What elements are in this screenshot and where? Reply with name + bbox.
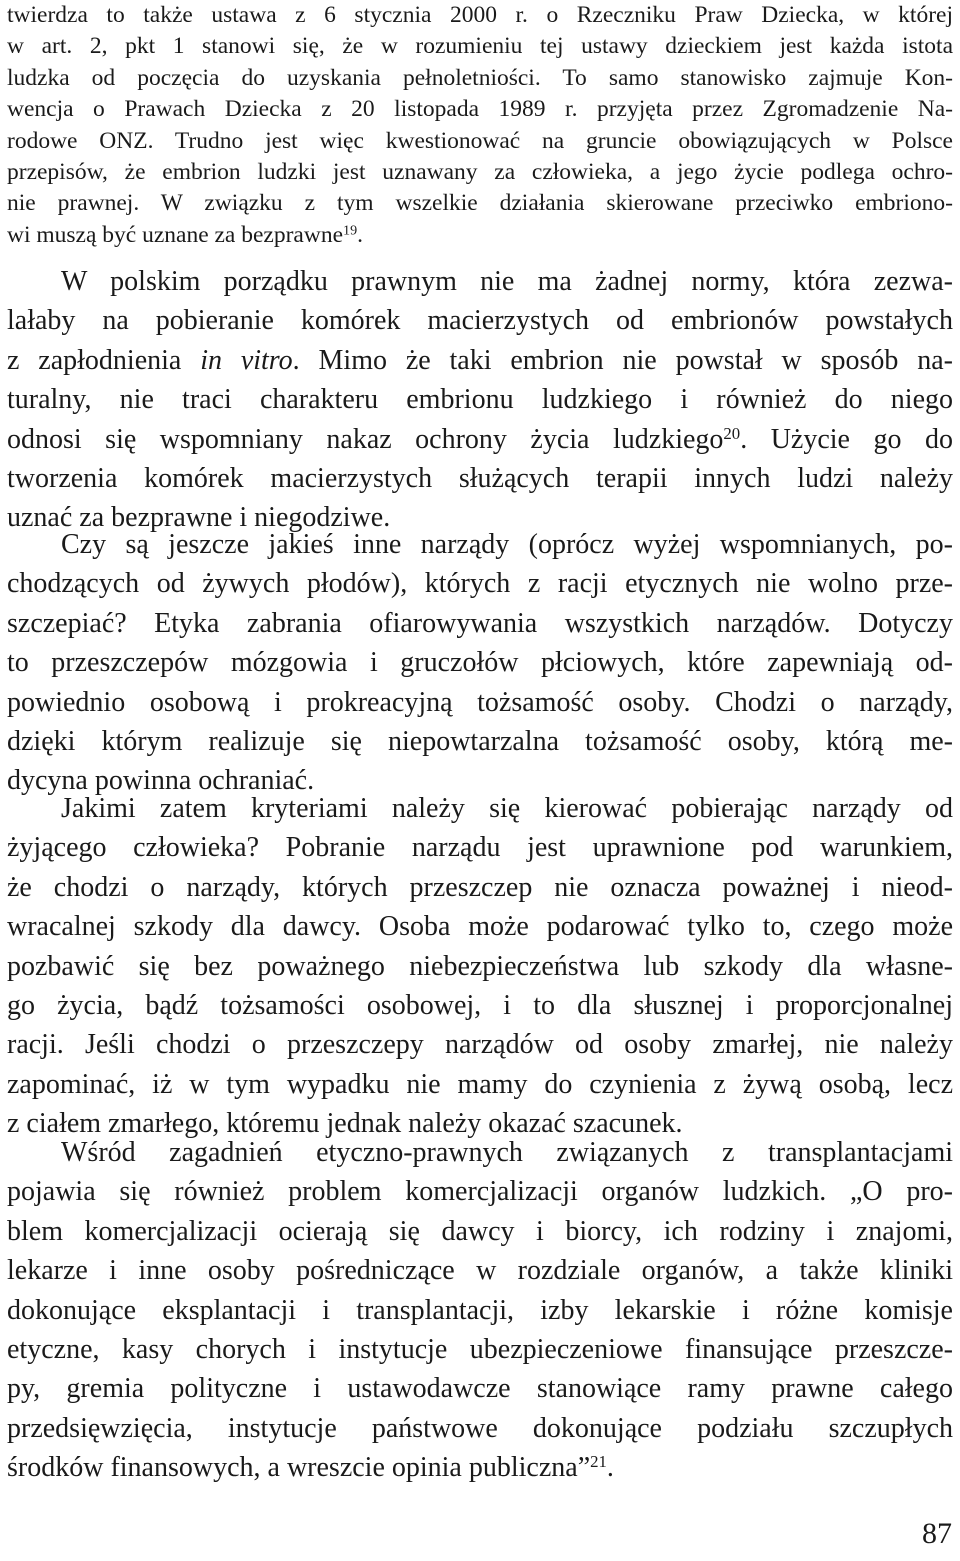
text-line: to przeszczepów mózgowia i gruczołów płciowych, które zapewniają od- (7, 647, 953, 679)
text-line: uznać za bezprawne i niegodziwe. (7, 502, 391, 534)
text-line (7, 220, 953, 251)
text-line: chodzących od żywych płodów), których z racji etycznych nie wolno prze- (7, 568, 953, 600)
text-line: z ciałem zmarłego, któremu jednak należy okazać szacunek. (7, 1108, 683, 1140)
text-line: że chodzi o narządy, których przeszczep nie oznacza poważnej i nieod- (7, 871, 953, 903)
text-line: dokonujące eksplantacji i transplantacji, izby lekarskie i różne komisje (7, 1294, 953, 1326)
text-line: żyjącego człowieka? Pobranie narządu jest uprawnione pod warunkiem, (7, 832, 953, 864)
text-line (7, 1448, 953, 1487)
paragraph-in-vitro (7, 262, 953, 538)
text-line: pozbawić się bez poważnego niebezpieczeństwa lub szkody dla własne- (7, 950, 953, 982)
text-line (7, 420, 953, 459)
paragraph-small-print (7, 0, 953, 251)
text-line: blem komercjalizacji ocierają się dawcy i biorcy, ich rodziny i znajomi, (7, 1215, 953, 1247)
paragraph-criteria (7, 789, 953, 1144)
text-line: przedsięwzięcia, instytucje państwowe dokonujące podziału szczupłych (7, 1412, 953, 1444)
text-line: rodowe ONZ. Trudno jest więc kwestionować na gruncie obowiązujących w Polsce (7, 127, 953, 154)
text-line: dzięki którym realizuje się niepowtarzalna tożsamość osoby, którą me- (7, 726, 953, 758)
text-line: przepisów, że embrion ludzki jest uznawany za człowieka, a jego życie podlega ochro- (7, 159, 953, 186)
italic-term: in vitro (200, 344, 293, 376)
text-line: W polskim porządku prawnym nie ma żadnej normy, która zezwa- (61, 266, 953, 297)
footnote-ref: 19 (343, 222, 358, 239)
page-number: 87 (922, 1517, 952, 1550)
text-line: lekarze i inne osoby pośredniczące w rozdziale organów, a także kliniki (7, 1255, 953, 1287)
text-fragment: odnosi się wspomniany nakaz ochrony życia ludzkiego (7, 423, 724, 455)
text-line: twierdza to także ustawa z 6 stycznia 2000 r. o Rzeczniku Praw Dziecka, w której (7, 2, 953, 28)
footnote-ref: 20 (723, 423, 741, 443)
text-fragment: . (606, 1452, 614, 1484)
text-fragment: wi muszą być uznane za bezprawne (7, 221, 344, 248)
text-fragment: . Użycie go do (740, 423, 953, 455)
text-line: ludzka od poczęcia do uzyskania pełnoletniości. To samo stanowisko zajmuje Kon- (7, 64, 953, 91)
text-line: wencja o Prawach Dziecka z 20 listopada 1989 r. przyjęta przez Zgromadzenie Na- (7, 96, 953, 123)
text-line: racji. Jeśli chodzi o przeszczepy narządów od osoby zmarłej, nie należy (7, 1029, 953, 1061)
text-line: pojawia się również problem komercjalizacji organów ludzkich. „O pro- (7, 1176, 953, 1208)
text-line: powiednio osobową i prokreacyjną tożsamość osoby. Chodzi o narządy, (7, 686, 953, 718)
text-line: dycyna powinna ochraniać. (7, 765, 315, 797)
text-line: go życia, bądź tożsamości osobowej, i to dla słusznej i proporcjonalnej (7, 990, 953, 1022)
text-line: tworzenia komórek macierzystych służących terapii innych ludzi należy (7, 463, 953, 495)
text-line: Jakimi zatem kryteriami należy się kierować pobierając narządy od (61, 793, 953, 824)
text-fragment: . (357, 221, 363, 248)
text-line: szczepiać? Etyka zabrania ofiarowywania wszystkich narządów. Dotyczy (7, 607, 953, 639)
text-line: Wśród zagadnień etyczno-prawnych związanych z transplantacjami (61, 1137, 953, 1168)
footnote-ref: 21 (590, 1452, 607, 1472)
text-fragment: . Mimo że taki embrion nie powstał w sposób na- (292, 344, 954, 376)
paragraph-organs (7, 525, 953, 801)
text-line: lałaby na pobieranie komórek macierzystych od embrionów powstałych (7, 305, 953, 337)
text-line: wracalnej szkody dla dawcy. Osoba może podarować tylko to, czego może (7, 911, 953, 943)
text-line: Czy są jeszcze jakieś inne narządy (oprócz wyżej wspomnianych, po- (61, 529, 953, 560)
text-line (7, 341, 953, 380)
text-line: etyczne, kasy chorych i instytucje ubezpieczeniowe finansujące przeszcze- (7, 1334, 953, 1366)
text-line: py, gremia polityczne i ustawodawcze stanowiące ramy prawne całego (7, 1373, 953, 1405)
text-fragment: z zapłodnienia (7, 344, 201, 376)
text-line: turalny, nie traci charakteru embrionu ludzkiego i również do niego (7, 384, 953, 416)
paragraph-commercialization (7, 1133, 953, 1488)
text-line: w art. 2, pkt 1 stanowi się, że w rozumieniu tej ustawy dzieckiem jest każda istota (7, 33, 953, 60)
text-fragment: środków finansowych, a wreszcie opinia publiczna” (7, 1452, 591, 1484)
text-line: nie prawnej. W związku z tym wszelkie działania skierowane przeciwko embriono- (7, 190, 953, 217)
text-line: zapominać, iż w tym wypadku nie mamy do czynienia z żywą osobą, lecz (7, 1068, 953, 1100)
